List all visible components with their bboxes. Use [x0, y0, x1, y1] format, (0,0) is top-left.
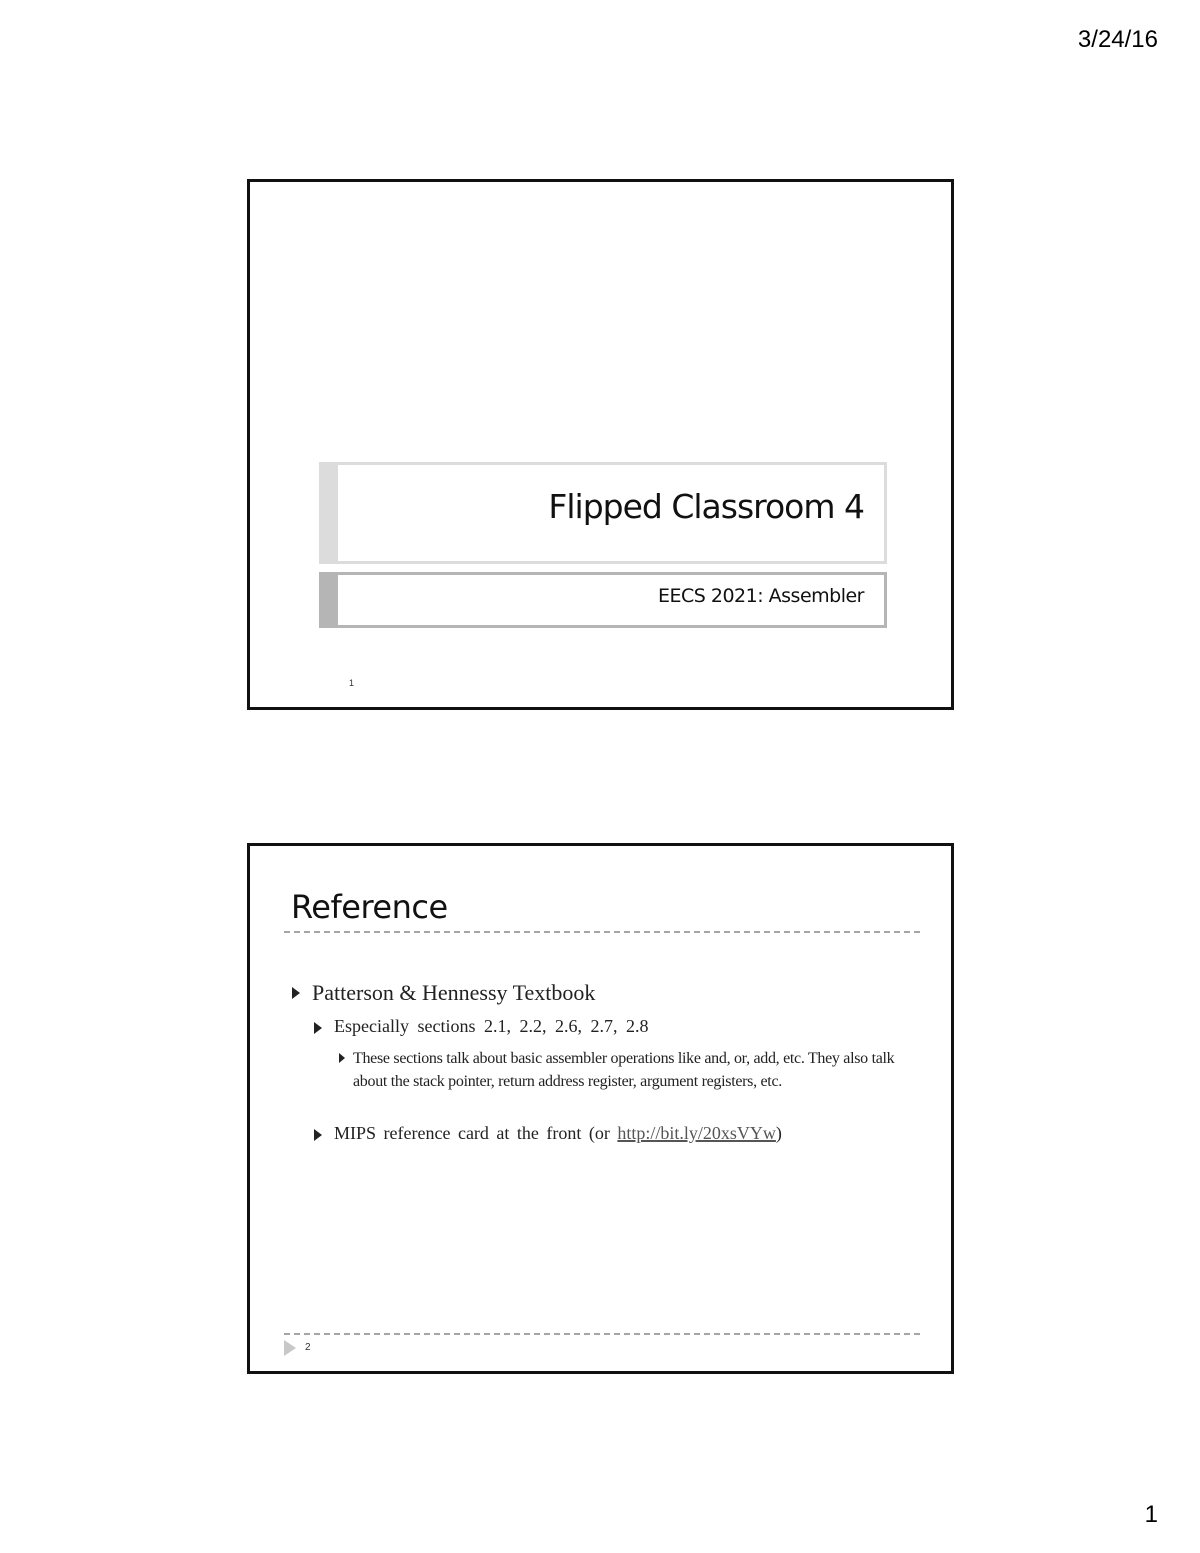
- bullet-arrow-icon: [314, 1022, 322, 1034]
- slide-2: [247, 843, 954, 1374]
- slide-subtitle: EECS 2021: Assembler: [657, 585, 864, 607]
- slide-number: 2: [305, 1342, 311, 1353]
- divider-bottom: [284, 1333, 920, 1335]
- bullet-text: Especially sections 2.1, 2.2, 2.6, 2.7, 2.8: [334, 1016, 649, 1036]
- subtitle-accent-bar: [322, 575, 338, 625]
- slide-title: Reference: [291, 888, 448, 926]
- bullet-arrow-icon: [292, 987, 300, 999]
- slide-1: [247, 179, 954, 710]
- divider-top: [284, 931, 920, 933]
- bullet-sections-detail: [353, 1047, 913, 1093]
- bullet-mips-card: [334, 1123, 782, 1144]
- bullet-arrow-icon: [314, 1129, 322, 1141]
- title-accent-bar: [322, 465, 338, 561]
- bullet-textbook: [312, 980, 595, 1006]
- slide-title: Flipped Classroom 4: [548, 487, 864, 526]
- mips-reference-link[interactable]: http://bit.ly/20xsVYw: [617, 1123, 776, 1143]
- title-box: [319, 462, 887, 564]
- subtitle-box: [319, 572, 887, 628]
- bullet-text: Patterson & Hennessy Textbook: [312, 980, 596, 1005]
- slide-number: 1: [349, 678, 355, 688]
- bullet-text: MIPS reference card at the front (or: [334, 1123, 618, 1143]
- page-number: 1: [1144, 1501, 1158, 1528]
- bullet-sections: [334, 1016, 648, 1037]
- footer-arrow-icon: [284, 1340, 296, 1356]
- bullet-text-suffix: ): [775, 1123, 782, 1143]
- page-date: 3/24/16: [1077, 26, 1158, 53]
- bullet-text: These sections talk about basic assembler operations like and, or, add, etc. They also talk about the stack pointer, return address register, argument registers, etc.: [353, 1050, 895, 1090]
- bullet-arrow-icon: [339, 1053, 345, 1063]
